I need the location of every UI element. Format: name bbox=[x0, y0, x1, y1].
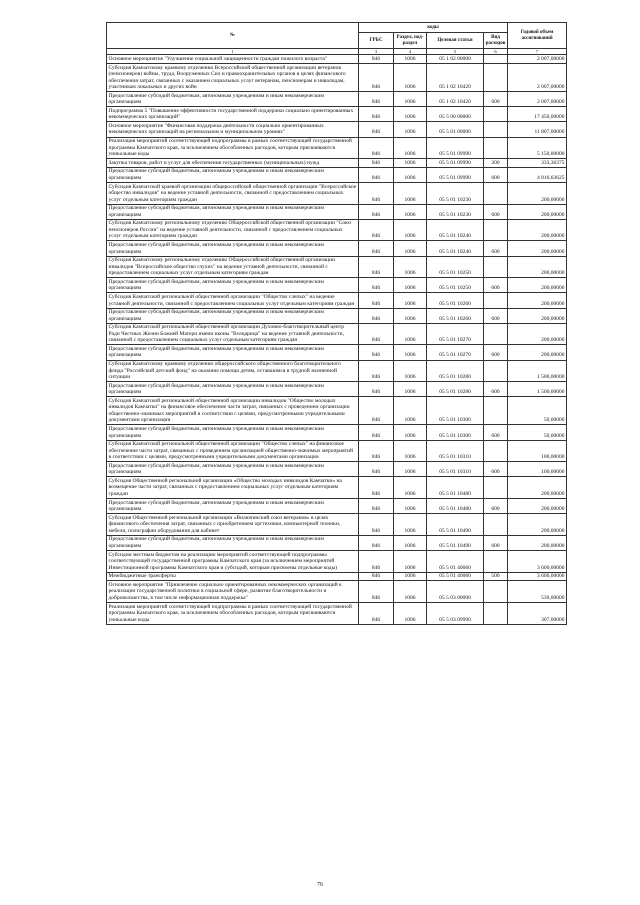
row-amount: 200,00000 bbox=[508, 535, 567, 550]
header-amount: Годовой объем ассигнований bbox=[508, 23, 567, 49]
row-grbs: 846 bbox=[359, 602, 394, 624]
column-number: 7 bbox=[508, 49, 567, 55]
row-target-article: 05 5 01 10280 bbox=[427, 382, 484, 397]
row-target-article: 05 5 00 00000 bbox=[427, 107, 484, 122]
row-target-article: 05 5 03 00000 bbox=[427, 581, 484, 603]
row-section: 1006 bbox=[394, 345, 427, 360]
row-expense-type: 600 bbox=[484, 535, 508, 550]
column-number: 5 bbox=[427, 49, 484, 55]
row-amount: 200,00000 bbox=[508, 477, 567, 499]
table-row bbox=[107, 514, 567, 536]
row-grbs: 846 bbox=[359, 63, 394, 91]
row-expense-type bbox=[484, 602, 508, 624]
row-grbs: 846 bbox=[359, 278, 394, 293]
table-row bbox=[107, 204, 567, 219]
row-section: 1006 bbox=[394, 122, 427, 137]
row-section: 1006 bbox=[394, 204, 427, 219]
header-section: Раздел, под-раздел bbox=[394, 33, 427, 49]
row-expense-type bbox=[484, 477, 508, 499]
column-number: 1 bbox=[107, 49, 359, 55]
row-description: Реализация мероприятий соответствующей подпрограммы в рамках соответствующей государственной программы Камчатского края, за исключением обособленных расходов, которым присваиваются уникальные коды bbox=[107, 137, 359, 159]
row-section: 1006 bbox=[394, 514, 427, 536]
row-amount: 100,00000 bbox=[508, 440, 567, 462]
table-row bbox=[107, 167, 567, 182]
table-row bbox=[107, 293, 567, 308]
row-target-article: 05 5 01 10480 bbox=[427, 477, 484, 499]
row-target-article: 05 5 01 10490 bbox=[427, 535, 484, 550]
row-amount: 17 450,00000 bbox=[508, 107, 567, 122]
row-expense-type bbox=[484, 183, 508, 205]
row-target-article: 05 5 01 10480 bbox=[427, 499, 484, 514]
row-target-article: 05 5 01 09990 bbox=[427, 167, 484, 182]
row-amount: 2 007,00000 bbox=[508, 55, 567, 64]
row-section: 1006 bbox=[394, 440, 427, 462]
row-expense-type bbox=[484, 137, 508, 159]
header-target: Целевая статья bbox=[427, 33, 484, 49]
row-grbs: 846 bbox=[359, 581, 394, 603]
row-grbs: 846 bbox=[359, 107, 394, 122]
row-expense-type: 600 bbox=[484, 308, 508, 323]
table-row bbox=[107, 92, 567, 107]
row-amount: 200,00000 bbox=[508, 514, 567, 536]
row-description: Предоставление субсидий бюджетным, автономным учреждениям и иным некоммерческим организациям bbox=[107, 92, 359, 107]
row-section: 1006 bbox=[394, 572, 427, 581]
row-expense-type: 600 bbox=[484, 425, 508, 440]
page-number: 76 bbox=[317, 882, 323, 888]
row-amount: 200,00000 bbox=[508, 345, 567, 360]
row-expense-type bbox=[484, 63, 508, 91]
row-description: Предоставление субсидий бюджетным, автономным учреждениям и иным некоммерческим организациям bbox=[107, 535, 359, 550]
row-description: Субсидия Камчатскому региональному отделению Общероссийской общественной организации "Союз пенсионеров России" на ведение уставной деятельности, связанной с предоставлением социальных услуг отдельным категориям граждан bbox=[107, 219, 359, 241]
row-description: Предоставление субсидий бюджетным, автономным учреждениям и иным некоммерческим организациям bbox=[107, 241, 359, 256]
row-section: 1006 bbox=[394, 425, 427, 440]
row-amount: 200,00000 bbox=[508, 183, 567, 205]
row-target-article: 05 5 01 10260 bbox=[427, 293, 484, 308]
row-expense-type bbox=[484, 55, 508, 64]
row-description: Предоставление субсидий бюджетным, автономным учреждениям и иным некоммерческим организациям bbox=[107, 382, 359, 397]
row-grbs: 846 bbox=[359, 462, 394, 477]
row-description: Предоставление субсидий бюджетным, автономным учреждениям и иным некоммерческим организациям bbox=[107, 204, 359, 219]
row-description: Субсидия Общественной региональной организации «Вилючинский союз ветеранов» в целях финансового обеспечения затрат, связанных с приобретением оргтехники, компьютерной техники, мебели, полиграфии оборудования для кабинет bbox=[107, 514, 359, 536]
row-amount: 4 816,63625 bbox=[508, 167, 567, 182]
row-expense-type: 600 bbox=[484, 278, 508, 293]
row-description: Реализация мероприятий соответствующей подпрограммы в рамках соответствующей государственной программы Камчатского края, за исключением обособленных расходов, которым присваиваются уникальные коды bbox=[107, 602, 359, 624]
row-target-article: 05 5 01 10310 bbox=[427, 440, 484, 462]
row-amount: 50,00000 bbox=[508, 425, 567, 440]
row-grbs: 846 bbox=[359, 183, 394, 205]
table-row bbox=[107, 581, 567, 603]
row-description: Межбюджетные трансферты bbox=[107, 572, 359, 581]
row-description: Предоставление субсидий бюджетным, автономным учреждениям и иным некоммерческим организациям bbox=[107, 345, 359, 360]
row-target-article: 05 5 01 10260 bbox=[427, 308, 484, 323]
row-grbs: 846 bbox=[359, 477, 394, 499]
table-row bbox=[107, 122, 567, 137]
row-amount: 50,00000 bbox=[508, 397, 567, 425]
row-target-article: 05 1 02 10420 bbox=[427, 63, 484, 91]
row-grbs: 846 bbox=[359, 499, 394, 514]
row-description: Предоставление субсидий бюджетным, автономным учреждениям и иным некоммерческим организациям bbox=[107, 308, 359, 323]
row-expense-type bbox=[484, 293, 508, 308]
table-row bbox=[107, 183, 567, 205]
row-description: Основное мероприятие "Финансовая поддержка деятельности социально ориентированных некоммерческих организаций на региональном и муниципальном уровнях" bbox=[107, 122, 359, 137]
row-section: 1006 bbox=[394, 167, 427, 182]
column-number: 3 bbox=[359, 49, 394, 55]
row-description: Предоставление субсидий бюджетным, автономным учреждениям и иным некоммерческим организациям bbox=[107, 167, 359, 182]
table-row bbox=[107, 477, 567, 499]
table-row bbox=[107, 535, 567, 550]
row-description: Субсидия Камчатской региональной общественной организации Духовно-благотворительный центр Ради Честных Жизни Божией Матери имени иконы "Всецарица" на ведение уставной деятельности, связанной с предоставлением социальных услуг отдельным категориям граждан bbox=[107, 323, 359, 345]
row-section: 1006 bbox=[394, 581, 427, 603]
row-section: 1006 bbox=[394, 278, 427, 293]
row-amount: 200,00000 bbox=[508, 323, 567, 345]
row-grbs: 846 bbox=[359, 219, 394, 241]
row-grbs: 846 bbox=[359, 360, 394, 382]
row-section: 1006 bbox=[394, 219, 427, 241]
row-grbs: 846 bbox=[359, 425, 394, 440]
table-row bbox=[107, 159, 567, 168]
row-grbs: 846 bbox=[359, 241, 394, 256]
table-row bbox=[107, 440, 567, 462]
row-section: 1006 bbox=[394, 477, 427, 499]
table-row bbox=[107, 323, 567, 345]
row-grbs: 846 bbox=[359, 167, 394, 182]
table-row bbox=[107, 602, 567, 624]
row-target-article: 05 5 01 10490 bbox=[427, 514, 484, 536]
table-row bbox=[107, 107, 567, 122]
row-grbs: 846 bbox=[359, 137, 394, 159]
row-amount: 200,00000 bbox=[508, 308, 567, 323]
row-description: Предоставление субсидий бюджетным, автономным учреждениям и иным некоммерческим организациям bbox=[107, 499, 359, 514]
row-description: Закупка товаров, работ и услуг для обеспечения государственных (муниципальных) нужд bbox=[107, 159, 359, 168]
row-amount: 1 500,00000 bbox=[508, 360, 567, 382]
row-expense-type bbox=[484, 107, 508, 122]
row-section: 1006 bbox=[394, 535, 427, 550]
row-section: 1006 bbox=[394, 241, 427, 256]
row-target-article: 05 5 01 10250 bbox=[427, 278, 484, 293]
column-number: 4 bbox=[394, 49, 427, 55]
row-section: 1006 bbox=[394, 63, 427, 91]
row-expense-type: 600 bbox=[484, 462, 508, 477]
table-row bbox=[107, 499, 567, 514]
row-section: 1006 bbox=[394, 360, 427, 382]
row-description: Основное мероприятие "Привлечение социально ориентированных некоммерческих организаций к реализации государственной политики в социальной сфере, развитие благотворительности и добровольчества, в том числе информационная поддержка" bbox=[107, 581, 359, 603]
table-row bbox=[107, 241, 567, 256]
row-target-article: 05 5 01 10240 bbox=[427, 241, 484, 256]
row-amount: 200,00000 bbox=[508, 204, 567, 219]
row-amount: 200,00000 bbox=[508, 499, 567, 514]
row-expense-type: 600 bbox=[484, 92, 508, 107]
table-row bbox=[107, 462, 567, 477]
row-description: Предоставление субсидий бюджетным, автономным учреждениям и иным некоммерческим организациям bbox=[107, 278, 359, 293]
table-row bbox=[107, 397, 567, 425]
row-amount: 3 600,00000 bbox=[508, 572, 567, 581]
row-expense-type bbox=[484, 219, 508, 241]
row-description: Субсидия Камчатской региональной общественной организации "Общество слепых" на ведение уставной деятельности, связанной с предоставлением социальных услуг отдельным категориям граждан bbox=[107, 293, 359, 308]
row-expense-type bbox=[484, 397, 508, 425]
row-section: 1006 bbox=[394, 499, 427, 514]
row-target-article: 05 5 01 10300 bbox=[427, 397, 484, 425]
row-grbs: 846 bbox=[359, 535, 394, 550]
row-amount: 200,00000 bbox=[508, 241, 567, 256]
row-section: 1006 bbox=[394, 397, 427, 425]
row-expense-type bbox=[484, 581, 508, 603]
row-expense-type bbox=[484, 551, 508, 573]
row-target-article: 05 5 01 40060 bbox=[427, 551, 484, 573]
table-row bbox=[107, 55, 567, 64]
row-description: Основное мероприятие "Улучшение социальной защищенности граждан пожилого возраста" bbox=[107, 55, 359, 64]
row-target-article: 05 5 01 10270 bbox=[427, 345, 484, 360]
row-grbs: 846 bbox=[359, 397, 394, 425]
row-amount: 200,00000 bbox=[508, 293, 567, 308]
row-description: Субсидия Общественной региональной организации «Общество молодых инвалидов Камчатки» на возмещение части затрат, связанных с предоставлением социальных услуг отдельным категориям граждан bbox=[107, 477, 359, 499]
row-grbs: 846 bbox=[359, 256, 394, 278]
row-description: Подпрограмма 5 "Повышение эффективности государственной поддержки социально ориентированных некоммерческих организаций" bbox=[107, 107, 359, 122]
table-row bbox=[107, 308, 567, 323]
row-section: 1006 bbox=[394, 602, 427, 624]
row-section: 1006 bbox=[394, 551, 427, 573]
row-grbs: 846 bbox=[359, 514, 394, 536]
row-grbs: 846 bbox=[359, 323, 394, 345]
row-description: Субсидия Камчатскому краевому отделению Всероссийской общественной организации ветеранов (пенсионеров) войны, труда, Вооруженных Сил и правоохранительных органов в целях финансового обеспечения затрат, связанных с оказанием социальных услуг ветеранам, пенсионерам и инвалидам, участникам локальных и других войн bbox=[107, 63, 359, 91]
row-amount: 3 600,00000 bbox=[508, 551, 567, 573]
row-section: 1006 bbox=[394, 293, 427, 308]
row-section: 1006 bbox=[394, 107, 427, 122]
row-target-article: 05 5 01 00000 bbox=[427, 122, 484, 137]
row-section: 1006 bbox=[394, 159, 427, 168]
row-grbs: 846 bbox=[359, 440, 394, 462]
row-section: 1006 bbox=[394, 382, 427, 397]
row-grbs: 846 bbox=[359, 551, 394, 573]
row-amount: 5 150,00000 bbox=[508, 137, 567, 159]
row-description: Субсидия Камчатской краевой организации общероссийской общественной организации "Всероссийское общество инвалидов" на ведение уставной деятельности, связанной с предоставлением социальных услуг отдельным категориям граждан bbox=[107, 183, 359, 205]
row-amount: 11 807,00000 bbox=[508, 122, 567, 137]
table-row bbox=[107, 572, 567, 581]
row-expense-type: 600 bbox=[484, 241, 508, 256]
header-codes: коды bbox=[359, 23, 508, 33]
row-amount: 200,00000 bbox=[508, 278, 567, 293]
table-row bbox=[107, 63, 567, 91]
table-body bbox=[107, 55, 567, 624]
header-grbs: ГРБС bbox=[359, 33, 394, 49]
row-section: 1006 bbox=[394, 137, 427, 159]
row-expense-type bbox=[484, 360, 508, 382]
budget-table bbox=[106, 22, 567, 625]
row-amount: 307,00000 bbox=[508, 602, 567, 624]
table-row bbox=[107, 360, 567, 382]
row-expense-type: 500 bbox=[484, 572, 508, 581]
row-grbs: 846 bbox=[359, 572, 394, 581]
row-grbs: 846 bbox=[359, 92, 394, 107]
row-grbs: 846 bbox=[359, 345, 394, 360]
table-row bbox=[107, 551, 567, 573]
row-target-article: 05 5 01 10310 bbox=[427, 462, 484, 477]
row-target-article: 05 5 01 40060 bbox=[427, 572, 484, 581]
column-number: 6 bbox=[484, 49, 508, 55]
row-target-article: 05 5 03 09990 bbox=[427, 602, 484, 624]
row-amount: 1 500,00000 bbox=[508, 382, 567, 397]
header-type: Вид расходов bbox=[484, 33, 508, 49]
row-expense-type bbox=[484, 256, 508, 278]
table-row bbox=[107, 425, 567, 440]
row-grbs: 846 bbox=[359, 55, 394, 64]
row-target-article: 05 5 01 10230 bbox=[427, 204, 484, 219]
row-expense-type bbox=[484, 514, 508, 536]
row-amount: 100,00000 bbox=[508, 462, 567, 477]
row-section: 1006 bbox=[394, 323, 427, 345]
row-section: 1006 bbox=[394, 92, 427, 107]
row-target-article: 05 5 01 10280 bbox=[427, 360, 484, 382]
header-number: № bbox=[107, 23, 359, 49]
row-expense-type: 600 bbox=[484, 167, 508, 182]
row-amount: 200,00000 bbox=[508, 256, 567, 278]
row-grbs: 846 bbox=[359, 293, 394, 308]
table-row bbox=[107, 382, 567, 397]
row-expense-type bbox=[484, 323, 508, 345]
table-row bbox=[107, 137, 567, 159]
row-section: 1006 bbox=[394, 256, 427, 278]
row-description: Субсидия Камчатской региональной общественной организации инвалидов "Общество молодых инвалидов Камчатки" на финансовое обеспечение части затрат, связанных с проведением организации общественно-значимых мероприятий в соответствии с целями, предусмотренными учредительными документами организации bbox=[107, 397, 359, 425]
row-description: Субсидия Камчатскому краевому отделению общероссийского общественного благотворительного фонда "Российский детский фонд" на оказание помощи детям, оставшимся в трудной жизненной ситуации bbox=[107, 360, 359, 382]
row-expense-type: 200 bbox=[484, 159, 508, 168]
row-expense-type: 600 bbox=[484, 345, 508, 360]
row-target-article: 05 5 01 10240 bbox=[427, 219, 484, 241]
row-description: Субсидия Камчатской региональной общественной организации "Общество слепых" на финансовое обеспечение части затрат, связанных с проведением организацией общественно-значимых мероприятий в соответствии с целями, предусмотренными учредительными документами организации bbox=[107, 440, 359, 462]
row-grbs: 846 bbox=[359, 122, 394, 137]
row-amount: 530,00000 bbox=[508, 581, 567, 603]
row-target-article: 05 5 01 10250 bbox=[427, 256, 484, 278]
row-target-article: 05 1 02 10420 bbox=[427, 92, 484, 107]
row-expense-type: 600 bbox=[484, 204, 508, 219]
row-amount: 2 007,00000 bbox=[508, 63, 567, 91]
row-target-article: 05 5 01 09990 bbox=[427, 137, 484, 159]
row-expense-type: 600 bbox=[484, 382, 508, 397]
row-grbs: 846 bbox=[359, 308, 394, 323]
table-header bbox=[107, 23, 567, 55]
row-grbs: 846 bbox=[359, 204, 394, 219]
row-amount: 200,00000 bbox=[508, 219, 567, 241]
row-expense-type bbox=[484, 440, 508, 462]
row-amount: 2 007,00000 bbox=[508, 92, 567, 107]
row-section: 1006 bbox=[394, 55, 427, 64]
row-target-article: 05 1 02 00000 bbox=[427, 55, 484, 64]
row-section: 1006 bbox=[394, 462, 427, 477]
row-section: 1006 bbox=[394, 308, 427, 323]
row-target-article: 05 5 01 09990 bbox=[427, 159, 484, 168]
row-expense-type bbox=[484, 122, 508, 137]
table-row bbox=[107, 256, 567, 278]
row-target-article: 05 5 01 10270 bbox=[427, 323, 484, 345]
row-expense-type: 600 bbox=[484, 499, 508, 514]
row-description: Предоставление субсидий бюджетным, автономным учреждениям и иным некоммерческим организациям bbox=[107, 462, 359, 477]
row-grbs: 846 bbox=[359, 382, 394, 397]
table-row bbox=[107, 345, 567, 360]
row-grbs: 846 bbox=[359, 159, 394, 168]
table-row bbox=[107, 278, 567, 293]
row-target-article: 05 5 01 10230 bbox=[427, 183, 484, 205]
row-amount: 333,36375 bbox=[508, 159, 567, 168]
row-description: Предоставление субсидий бюджетным, автономным учреждениям и иным некоммерческим организациям bbox=[107, 425, 359, 440]
row-description: Субсидии местным бюджетам на реализацию мероприятий соответствующей подпрограммы соответствующей государственной программы Камчатского края (за исключением мероприятий Инвестиционной программы Камчатского края и субсидий, которым присвоены отдельные коды) bbox=[107, 551, 359, 573]
row-section: 1006 bbox=[394, 183, 427, 205]
row-target-article: 05 5 01 10300 bbox=[427, 425, 484, 440]
table-row bbox=[107, 219, 567, 241]
row-description: Субсидия Камчатскому региональному отделению Общероссийской общественной организации инвалидов "Всероссийское общество глухих" на ведение уставной деятельности, связанной с предоставлением социальных услуг отдельным категориям граждан bbox=[107, 256, 359, 278]
